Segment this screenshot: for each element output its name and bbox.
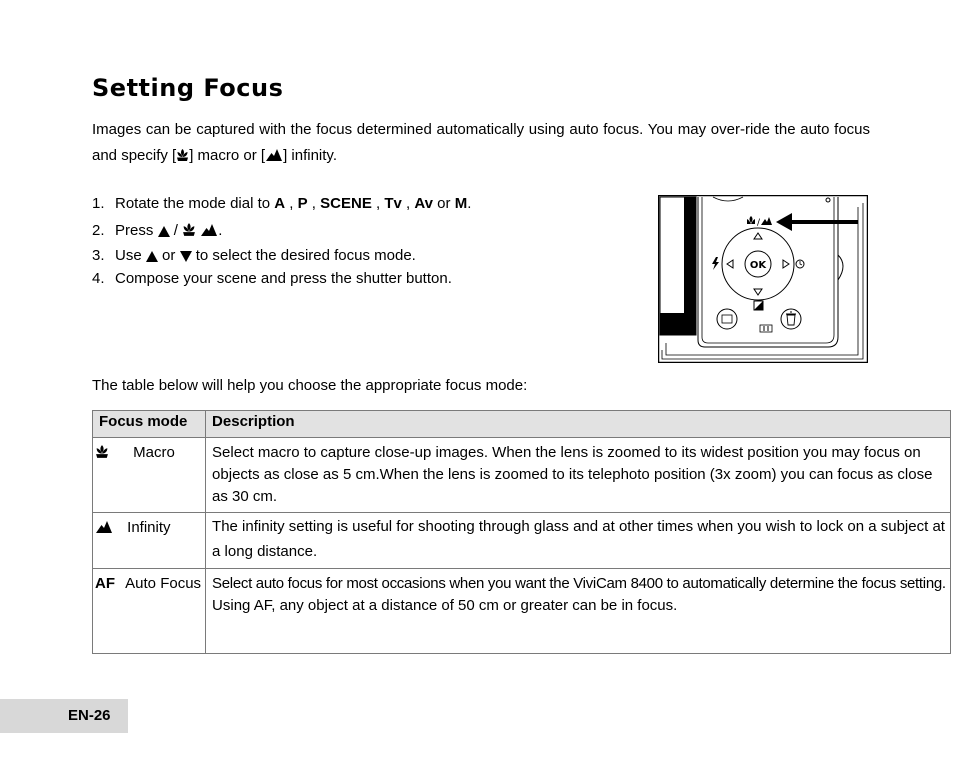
mode-name: Auto Focus [125, 575, 202, 592]
step-text: Rotate the mode dial to [115, 195, 275, 212]
mode-tv: Tv [384, 195, 402, 212]
mode-av: Av [414, 195, 434, 212]
separator: , [307, 195, 321, 212]
separator: , [371, 195, 385, 212]
table-row [93, 513, 951, 569]
table-row [93, 438, 951, 513]
page-title: Setting Focus [92, 74, 284, 102]
separator: , [285, 195, 298, 212]
ok-button-label: OK [749, 260, 767, 271]
intro-paragraph [92, 117, 870, 169]
column-header-description: Description [206, 411, 951, 438]
table-intro: The table below will help you choose the appropriate focus mode: [92, 377, 528, 394]
infinity-icon [265, 147, 283, 162]
mode-cell [93, 569, 206, 654]
infinity-icon [200, 222, 218, 237]
description-cell: The infinity setting is useful for shooting through glass and at other times when you wish to lock on a subject at a long distance. [206, 513, 951, 569]
description-cell [206, 569, 951, 654]
step-text: to select the desired focus mode. [195, 247, 416, 264]
period: . [467, 195, 472, 212]
page-number: EN-26 [68, 707, 111, 724]
macro-icon [176, 148, 189, 162]
svg-text:/: / [757, 218, 761, 228]
step-number: 3. [92, 247, 105, 264]
separator: or [433, 195, 455, 212]
column-header-focus-mode: Focus mode [93, 411, 206, 438]
slash: / [173, 222, 178, 239]
mode-name: Macro [133, 444, 175, 461]
step-number: 1. [92, 195, 105, 212]
macro-icon [182, 222, 196, 237]
page-number-tab [0, 699, 128, 733]
mode-a: A [274, 195, 286, 212]
mode-cell [93, 438, 206, 513]
focus-mode-table [92, 410, 951, 654]
mode-m: M [454, 195, 468, 212]
table-row [93, 569, 951, 654]
af-badge: AF [95, 575, 115, 592]
intro-text-2: ] macro or [ [189, 147, 266, 164]
table-header-row [93, 411, 951, 438]
mode-name: Infinity [127, 519, 171, 536]
separator: , [401, 195, 415, 212]
description-line: Select auto focus for most occasions when you want the ViviCam 8400 to automatically determine the focus setting. [212, 575, 946, 592]
down-arrow-icon [180, 251, 192, 262]
step-text: Compose your scene and press the shutter button. [115, 270, 452, 287]
camera-back-illustration [658, 195, 868, 363]
description-line: Using AF, any object at a distance of 50 cm or greater can be in focus. [212, 597, 678, 614]
intro-text-1: Images can be captured with the focus determined automatically using auto focus. You may over-ride the auto focus and specify [ [92, 121, 870, 164]
infinity-icon [95, 519, 113, 534]
step-number: 4. [92, 270, 105, 287]
step-text: Use [115, 247, 142, 264]
step-number: 2. [92, 222, 105, 239]
step-text: Press [115, 222, 154, 239]
description-cell: Select macro to capture close-up images. When the lens is zoomed to its widest position you may focus on objects as close as 5 cm.When the lens is zoomed to its telephoto position (3x zoom) you can focus as close as 30 cm. [206, 438, 951, 513]
up-arrow-icon [158, 226, 170, 237]
up-arrow-icon [146, 251, 158, 262]
macro-icon [95, 444, 109, 459]
mode-cell [93, 513, 206, 569]
period: . [218, 222, 223, 239]
mode-scene: SCENE [320, 195, 372, 212]
intro-text-3: ] infinity. [283, 147, 337, 164]
step-text: or [162, 247, 176, 264]
mode-p: P [297, 195, 308, 212]
